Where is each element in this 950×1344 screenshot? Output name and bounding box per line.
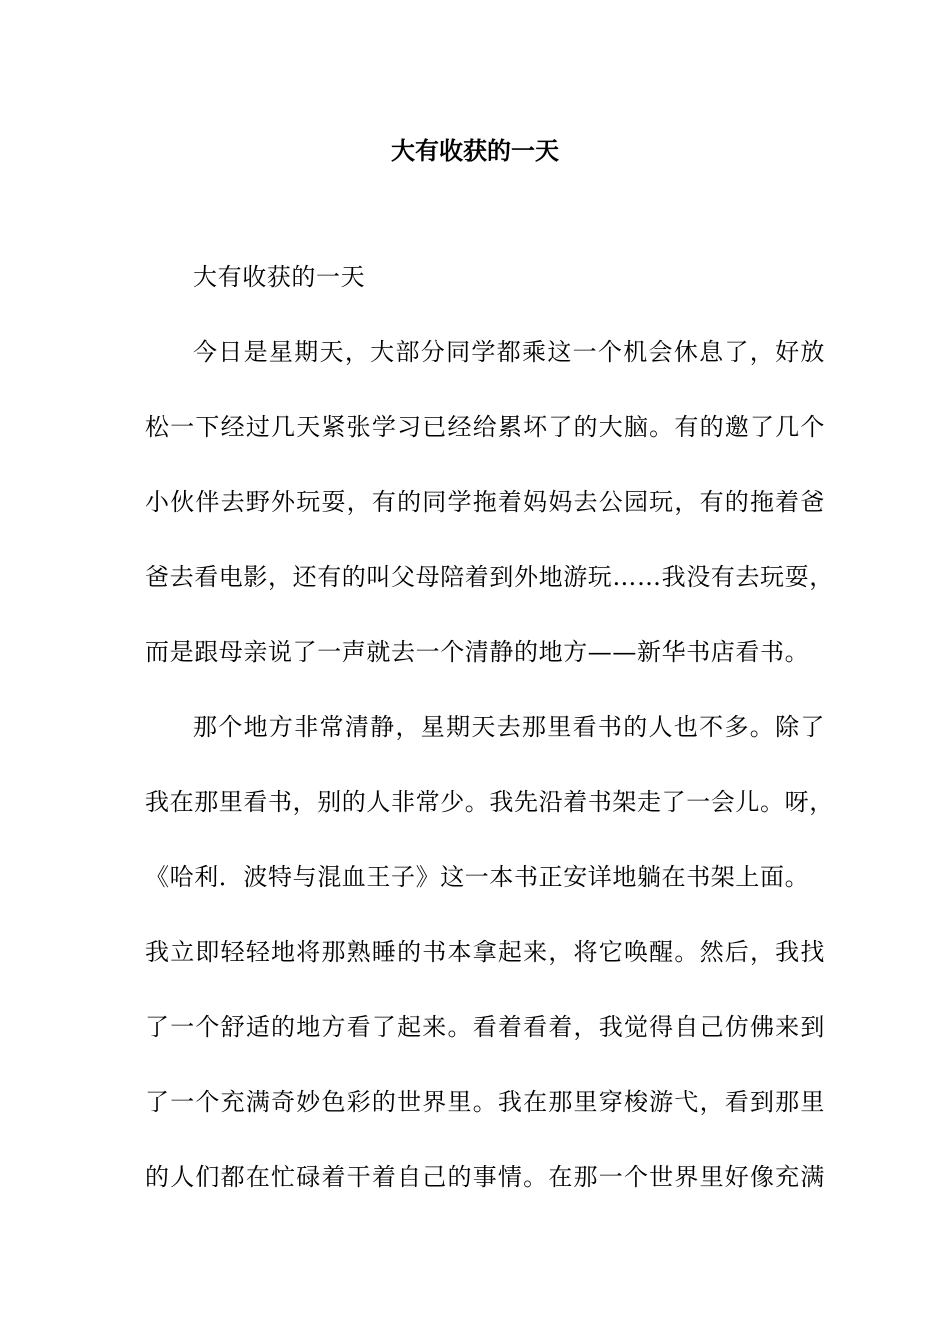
paragraph-line: 爸去看电影，还有的叫父母陪着到外地游玩……我没有去玩耍， [145, 563, 834, 591]
paragraph-line: 了一个舒适的地方看了起来。看着看着，我觉得自己仿佛来到 [145, 1013, 825, 1041]
paragraph-line: 小伙伴去野外玩耍，有的同学拖着妈妈去公园玩，有的拖着爸 [145, 488, 825, 516]
paragraph-line: 的人们都在忙碌着干着自己的事情。在那一个世界里好像充满 [145, 1163, 825, 1191]
paragraph-line: 而是跟母亲说了一声就去一个清静的地方——新华书店看书。 [145, 638, 810, 666]
paragraph-line: 那个地方非常清静，星期天去那里看书的人也不多。除了 [193, 713, 825, 741]
subtitle-line: 大有收获的一天 [193, 263, 366, 291]
paragraph-line: 今日是星期天，大部分同学都乘这一个机会休息了，好放 [193, 338, 825, 366]
paragraph-line: 我立即轻轻地将那熟睡的书本拿起来，将它唤醒。然后，我找 [145, 938, 825, 966]
paragraph-line: 我在那里看书，别的人非常少。我先沿着书架走了一会儿。呀， [145, 788, 834, 816]
paragraph-line: 了一个充满奇妙色彩的世界里。我在那里穿梭游弋，看到那里 [145, 1088, 825, 1116]
paragraph-line: 松一下经过几天紧张学习已经给累坏了的大脑。有的邀了几个 [145, 413, 825, 441]
paragraph-line: 《哈利．波特与混血王子》这一本书正安详地躺在书架上面。 [145, 863, 810, 891]
document-title: 大有收获的一天 [391, 136, 559, 165]
